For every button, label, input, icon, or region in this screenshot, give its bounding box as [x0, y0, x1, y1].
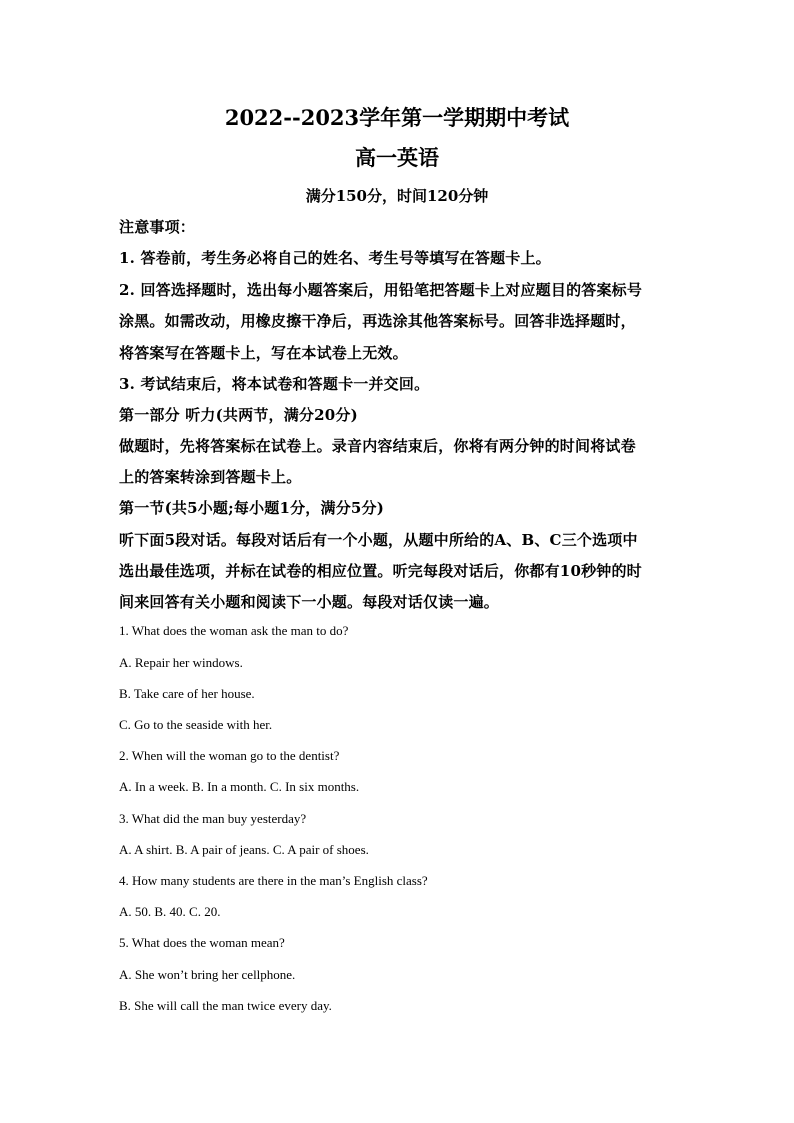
note-item-3: 3. 考试结束后，将本试卷和答题卡一并交回。: [119, 375, 430, 393]
question-4: 4. How many students are there in the man’s English class?: [119, 873, 428, 888]
question-5: 5. What does the woman mean?: [119, 935, 285, 950]
note-item-1: 1. 答卷前，考生务必将自己的姓名、考生号等填写在答题卡上。: [119, 249, 551, 267]
note-item-2-line-2: 涂黑。如需改动，用橡皮擦干净后，再选涂其他答案标号。回答非选择题时，: [119, 312, 636, 330]
question-5-option-b: B. She will call the man twice every day.: [119, 998, 332, 1013]
part1-instructions-line-2: 上的答案转涂到答题卡上。: [119, 468, 302, 486]
exam-subject: 高一英语: [355, 145, 439, 170]
exam-title: 2022--2023学年第一学期期中考试: [224, 105, 570, 130]
notes-heading: 注意事项：: [119, 218, 196, 236]
question-3-options: A. A shirt. B. A pair of jeans. C. A pair of shoes.: [119, 842, 369, 857]
note-item-2-line-1: 2. 回答选择题时，选出每小题答案后，用铅笔把答题卡上对应题目的答案标号: [119, 281, 643, 299]
note-item-2-line-3: 将答案写在答题卡上，写在本试卷上无效。: [119, 344, 408, 362]
part1-heading: 第一部分 听力(共两节，满分20分): [119, 406, 358, 424]
question-1-option-b: B. Take care of her house.: [119, 686, 255, 701]
question-1-option-c: C. Go to the seaside with her.: [119, 717, 273, 732]
question-1-option-a: A. Repair her windows.: [119, 655, 243, 670]
question-5-option-a: A. She won’t bring her cellphone.: [119, 967, 296, 982]
score-time-info: 满分150分，时间120分钟: [305, 187, 489, 205]
question-2-options: A. In a week. B. In a month. C. In six months.: [119, 779, 360, 794]
part1-instructions-line-1: 做题时，先将答案标在试卷上。录音内容结束后，你将有两分钟的时间将试卷: [119, 437, 636, 455]
section1-instructions-line-1: 听下面5段对话。每段对话后有一个小题，从题中所给的A、B、C三个选项中: [119, 531, 638, 549]
question-2: 2. When will the woman go to the dentist?: [119, 748, 340, 763]
question-4-options: A. 50. B. 40. C. 20.: [119, 904, 221, 919]
question-1: 1. What does the woman ask the man to do?: [119, 623, 349, 638]
question-3: 3. What did the man buy yesterday?: [119, 811, 307, 826]
section1-instructions-line-3: 间来回答有关小题和阅读下一小题。每段对话仅读一遍。: [119, 593, 500, 611]
section1-instructions-line-2: 选出最佳选项，并标在试卷的相应位置。听完每段对话后，你都有10秒钟的时: [119, 562, 642, 580]
section1-heading: 第一节(共5小题;每小题1分，满分5分): [119, 499, 385, 517]
